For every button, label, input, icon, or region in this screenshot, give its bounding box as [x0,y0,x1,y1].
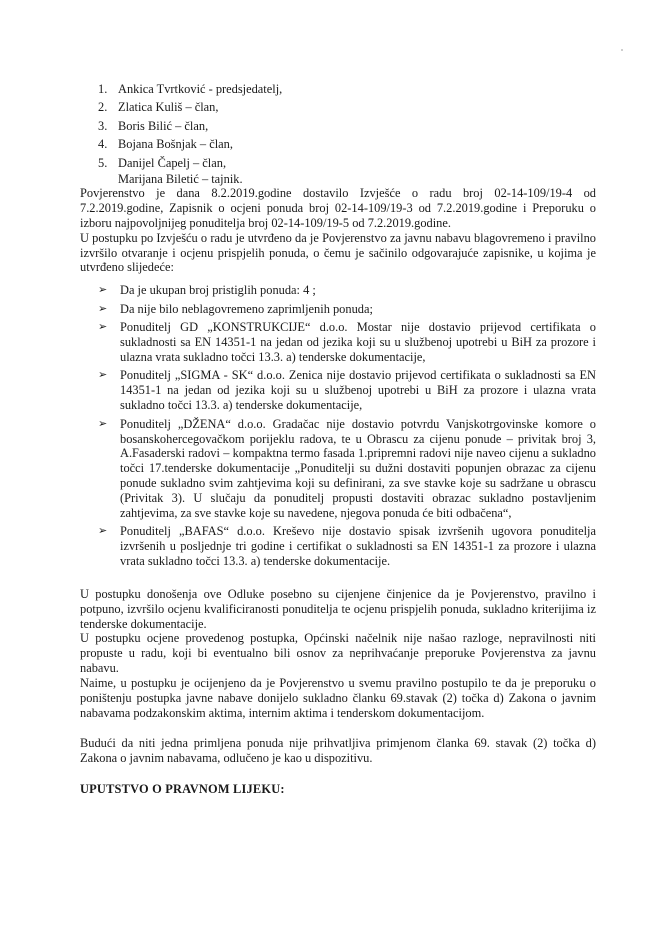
finding-item [80,320,596,365]
spacer [80,573,596,587]
paragraph-decision-basis: U postupku donošenja ove Odluke posebno su cijenjene činjenice da je Povjerenstvo, pravilno i potpuno, izvršilo ocjenu kvalificiranosti ponuditelja te ocjenu prispjelih ponuda, sukladno kriterijima iz tenderske dokumentacije. [80,586,596,631]
spacer [80,766,596,782]
member-name: Zlatica Kuliš – član, [118,100,219,115]
spacer [80,721,596,736]
committee-member [80,117,596,135]
finding-text: Ponuditelj „DŽENA“ d.o.o. Gradačac nije dostavio potvrdu Vanjskotrgovinske komore o bosanskohercegovačkom porijeklu radova, te u Obrascu za cijenu ponude – privitak broj 3, A.Fasaderski radovi – kompaktna termo fasada 1.pripremni radovi nije naveo cijenu a sukladno točci 17.tenderske dokumentacije „Ponuditelji su dužni dostaviti popunjen obrazac za cijenu ponude sukladno svim zahtjevima koji su definirani, za sve stavke koje su sadržane u obrascu (Privitak 3). U slučaju da ponuditelj propusti dostaviti obrazac sukladno postavljenim zahtjevima, za sve stavke koje su navedene, njegova ponuda će biti odbačena“, [120,416,596,521]
member-name: Danijel Čapelj – član, [118,155,227,170]
member-number: 5. [98,155,108,170]
arrow-bullet-icon: ➢ [98,284,108,297]
member-number: 3. [98,118,108,133]
paragraph-conclusion: Budući da niti jedna primljena ponuda nije prihvatljiva primjenom članka 69. stavak (2) točka d) Zakona o javnim nabavama, odlučeno je kao u dispozitivu. [80,735,596,765]
arrow-bullet-icon: ➢ [98,525,108,538]
section-heading-legal-remedy: UPUTSTVO O PRAVNOM LIJEKU: [80,781,285,796]
member-name: Marijana Biletić – tajnik. [118,171,243,186]
finding-item [80,524,596,569]
committee-member [80,80,596,98]
member-name: Boris Bilić – član, [118,118,209,133]
paragraph-report-submission: Povjerenstvo je dana 8.2.2019.godine dostavilo Izvješće o radu broj 02-14-109/19-4 od 7.2.2019.godine, Zapisnik o ocjeni ponuda broj 02-14-109/19-3 od 7.2.2019.godine i Preporuku o izboru najpovoljnijeg ponuditelja broj 02-14-109/19-5 od 7.2.2019.godine. [80,185,596,230]
scan-speck [621,49,623,51]
member-name: Bojana Bošnjak – član, [118,137,233,152]
committee-member-list [80,80,596,186]
finding-item [80,283,596,298]
finding-text: Ponuditelj GD „KONSTRUKCIJE“ d.o.o. Mostar nije dostavio prijevod certifikata o sukladnosti sa EN 14351-1 na jedan od jezika koji su u službenoj upotrebi u BiH za prozore i ulazna vrata sukladno točci 13.3. a) tenderske dokumentacije, [120,320,596,365]
arrow-bullet-icon: ➢ [98,321,108,334]
paragraph-procedure-findings: U postupku po Izvješću o radu je utvrđeno da je Povjerenstvo za javnu nabavu blagovremeno i pravilno izvršilo otvaranje i ocjenu prispjelih ponuda, o čemu je sačinilo odgovarajuće zapisnike, u kojima je utvrđeno slijedeće: [80,230,596,275]
arrow-bullet-icon: ➢ [98,302,108,315]
finding-item [80,302,596,317]
finding-item [80,417,596,521]
findings-list [80,283,596,569]
finding-text: Da nije bilo neblagovremeno zaprimljenih ponuda; [120,301,373,316]
arrow-bullet-icon: ➢ [98,417,108,430]
paragraph-namely: Naime, u postupku je ocijenjeno da je Povjerenstvo u svemu pravilno postupilo te da je preporuku o poništenju postupka javne nabave donijelo sukladno članku 69.stavak (2) točka d) Zakona o javnim nabavama podzakonskim aktima, internim aktima i tenderskom dokumentacijom. [80,676,596,720]
member-name: Ankica Tvrtković - predsjedatelj, [118,82,283,96]
finding-text: Ponuditelj „BAFAS“ d.o.o. Kreševo nije dostavio spisak izvršenih ugovora ponuditelja izvršenih u posljednje tri godine i certifikat o sukladnosti sa EN 14351-1 za prozore i ulazna vrata sukladno točci 13.3. a) tenderske dokumentacije. [120,524,596,569]
committee-secretary [80,172,596,186]
member-number: 1. [98,82,108,96]
arrow-bullet-icon: ➢ [98,369,108,382]
finding-text: Da je ukupan broj pristiglih ponuda: 4 ; [120,283,316,298]
member-number: 4. [98,137,108,152]
committee-member [80,135,596,153]
finding-item [80,368,596,413]
document-page [80,80,596,797]
paragraph-evaluation: U postupku ocjene provedenog postupka, Općinski načelnik nije našao razloge, nepravilnosti niti propuste u radu, koji bi eventualno bili osnov za neprihvaćanje preporuke Povjerenstva za javnu nabavu. [80,631,596,676]
committee-member [80,98,596,116]
member-number: 2. [98,100,108,115]
finding-text: Ponuditelj „SIGMA - SK“ d.o.o. Zenica nije dostavio prijevod certifikata o sukladnosti sa EN 14351-1 na jedan od jezika koji su u službenoj upotrebi u BiH za prozore i ulazna vrata sukladno točci 13.3. a) tenderske dokumentacije, [120,368,596,413]
committee-member [80,154,596,172]
